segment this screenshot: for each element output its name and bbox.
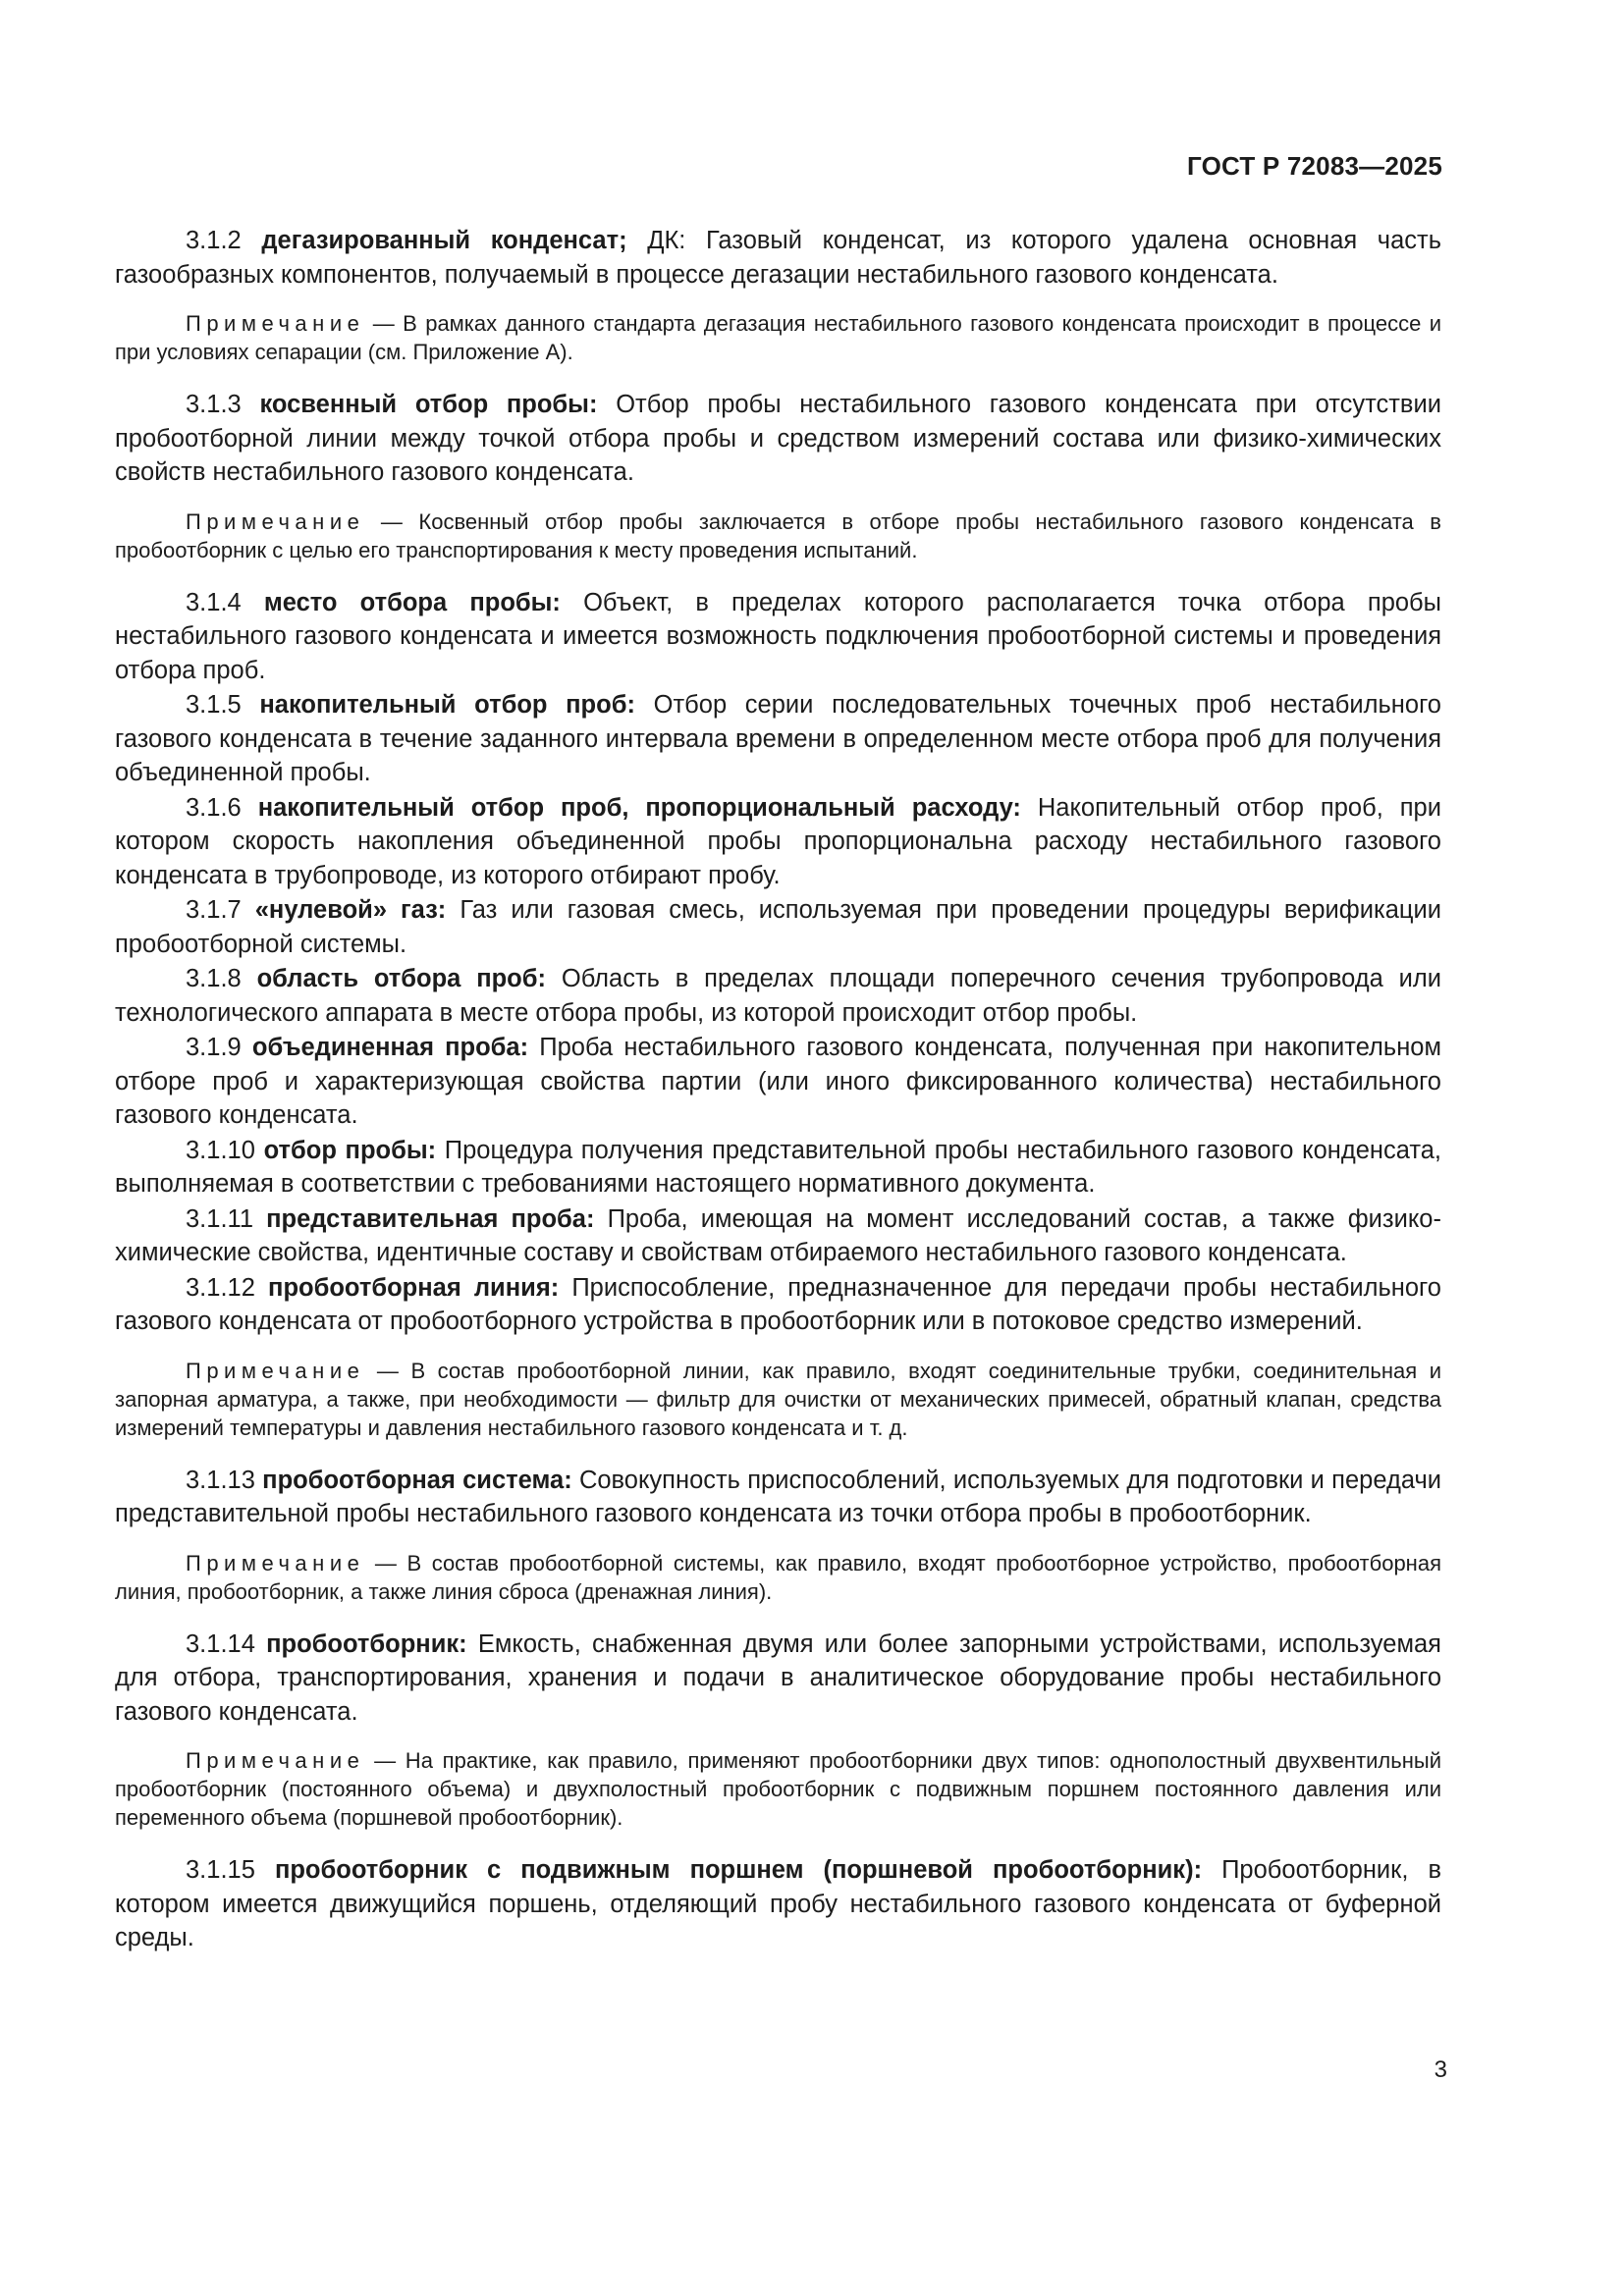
term-name: пробоотборная линия: xyxy=(268,1273,560,1302)
term-3-1-3 xyxy=(115,388,1441,490)
term-name: косвенный отбор пробы: xyxy=(259,391,598,418)
term-number: 3.1.5 xyxy=(186,691,242,719)
term-definition: Емкость, снабженная двумя или более запорными устройствами, используемая для отбора, транспортирования, хранения и подачи в аналитическое оборудование пробы нестабильного газового конденсата. xyxy=(115,1629,1441,1726)
term-3-1-6 xyxy=(115,791,1441,893)
term-name: место отбора пробы: xyxy=(263,588,561,616)
term-definition: Область в пределах площади поперечного сечения трубопровода или технологического аппарата в месте отбора пробы, из которой происходит отбор пробы. xyxy=(115,965,1442,1027)
term-number: 3.1.6 xyxy=(186,793,242,822)
term-name: область отбора проб: xyxy=(256,965,546,992)
term-definition: Отбор серии последовательных точечных проб нестабильного газового конденсата в течение заданного интервала времени в определенном месте отбора проб для получения объединенной пробы. xyxy=(115,691,1441,786)
term-3-1-9 xyxy=(115,1031,1441,1133)
term-number: 3.1.11 xyxy=(186,1204,254,1233)
note-3-1-12 xyxy=(115,1357,1441,1442)
note-text: — В состав пробоотборной линии, как правило, входят соединительные трубки, соединительная и запорная арматура, а также, при необходимости — фильтр для очистки от механических примесей, обратный клапан, средства измерений температуры и давления нестабильного газового конденсата и т. д. xyxy=(115,1358,1441,1440)
term-name: накопительный отбор проб: xyxy=(259,691,635,719)
page-number: 3 xyxy=(1434,2056,1447,2083)
term-name: отбор пробы: xyxy=(263,1136,437,1164)
term-number: 3.1.15 xyxy=(186,1856,255,1884)
term-definition: Процедура получения представительной пробы нестабильного газового конденсата, выполняемая в соответствии с требованиями настоящего нормативного документа. xyxy=(115,1136,1442,1198)
term-number: 3.1.7 xyxy=(186,896,242,924)
term-3-1-14 xyxy=(115,1628,1441,1730)
term-number: 3.1.14 xyxy=(186,1629,255,1658)
term-definition: Объект, в пределах которого располагается точка отбора пробы нестабильного газового конденсата и имеется возможность подключения пробоотборной системы и проведения отбора проб. xyxy=(115,588,1441,684)
term-number: 3.1.13 xyxy=(186,1466,255,1494)
term-3-1-11 xyxy=(115,1202,1441,1270)
term-3-1-2 xyxy=(115,224,1441,292)
term-3-1-15 xyxy=(115,1853,1441,1955)
note-label: Примечание xyxy=(186,1748,365,1773)
term-number: 3.1.9 xyxy=(186,1034,242,1061)
term-3-1-13 xyxy=(115,1464,1441,1531)
term-definition: Пробоотборник, в котором имеется движущийся поршень, отделяющий пробу нестабильного газового конденсата от буферной среды. xyxy=(115,1856,1441,1951)
term-definition: Отбор пробы нестабильного газового конденсата при отсутствии пробоотборной линии между точкой отбора пробы и средством измерений состава или физико-химических свойств нестабильного газового конденсата. xyxy=(115,391,1441,486)
term-number: 3.1.8 xyxy=(186,965,242,992)
term-number: 3.1.3 xyxy=(186,391,242,418)
note-text: — В рамках данного стандарта дегазация нестабильного газового конденсата происходит в процессе и при условиях сепарации (см. Приложение А). xyxy=(115,311,1441,364)
term-number: 3.1.10 xyxy=(186,1136,255,1164)
note-label: Примечание xyxy=(186,1550,365,1575)
term-3-1-8 xyxy=(115,962,1441,1030)
document-header: ГОСТ Р 72083—2025 xyxy=(1187,151,1442,181)
note-3-1-13 xyxy=(115,1549,1441,1606)
note-text: — Косвенный отбор пробы заключается в отборе пробы нестабильного газового конденсата в пробоотборник с целью его транспортирования к месту проведения испытаний. xyxy=(115,508,1441,562)
term-definition: Приспособление, предназначенное для передачи пробы нестабильного газового конденсата от пробоотборного устройства в пробоотборник или в потоковое средство измерений. xyxy=(115,1273,1441,1335)
note-label: Примечание xyxy=(186,508,365,534)
term-definition: Накопительный отбор проб, при котором скорость накопления объединенной пробы пропорциональна расходу нестабильного газового конденсата в трубопроводе, из которого отбирают пробу. xyxy=(115,793,1441,889)
term-definition: Газ или газовая смесь, используемая при проведении процедуры верификации пробоотборной системы. xyxy=(115,896,1442,958)
term-definition: Совокупность приспособлений, используемых для подготовки и передачи представительной пробы нестабильного газового конденсата из точки отбора пробы в пробоотборник. xyxy=(115,1466,1441,1527)
term-name: пробоотборник с подвижным поршнем (поршневой пробоотборник): xyxy=(274,1856,1203,1884)
term-3-1-10 xyxy=(115,1134,1441,1201)
note-text: — В состав пробоотборной системы, как правило, входят пробоотборное устройство, пробоотборная линия, пробоотборник, а также линия сброса (дренажная линия). xyxy=(115,1550,1441,1604)
note-text: — На практике, как правило, применяют пробоотборники двух типов: однополостный двухвентильный пробоотборник (постоянного объема) и двухполостный пробоотборник с подвижным поршнем постоянного давления или переменного объема (поршневой пробоотборник). xyxy=(115,1748,1441,1830)
term-name: дегазированный конденсат; xyxy=(261,227,627,254)
term-name: пробоотборник: xyxy=(266,1629,467,1658)
term-3-1-4 xyxy=(115,586,1441,688)
note-label: Примечание xyxy=(186,311,365,336)
document-body xyxy=(115,224,1441,1956)
term-definition: ДК: Газовый конденсат, из которого удалена основная часть газообразных компонентов, получаемый в процессе дегазации нестабильного газового конденсата. xyxy=(115,227,1441,289)
term-3-1-5 xyxy=(115,688,1441,790)
note-3-1-2 xyxy=(115,309,1441,366)
term-definition: Проба, имеющая на момент исследований состав, а также физико-химические свойства, идентичные составу и свойствам отбираемого нестабильного газового конденсата. xyxy=(115,1204,1441,1266)
term-name: представительная проба: xyxy=(266,1204,595,1233)
term-3-1-7 xyxy=(115,893,1441,961)
note-3-1-14 xyxy=(115,1746,1441,1832)
term-definition: Проба нестабильного газового конденсата, полученная при накопительном отборе проб и характеризующая свойства партии (или иного фиксированного количества) нестабильного газового конденсата. xyxy=(115,1034,1441,1129)
term-number: 3.1.12 xyxy=(186,1273,255,1302)
term-name: объединенная проба: xyxy=(251,1034,529,1061)
term-number: 3.1.2 xyxy=(186,227,242,254)
term-number: 3.1.4 xyxy=(186,588,242,616)
note-3-1-3 xyxy=(115,507,1441,564)
term-name: накопительный отбор проб, пропорциональный расходу: xyxy=(257,793,1021,822)
note-label: Примечание xyxy=(186,1358,365,1383)
term-name: «нулевой» газ: xyxy=(254,896,447,924)
term-name: пробоотборная система: xyxy=(262,1466,572,1494)
term-3-1-12 xyxy=(115,1271,1441,1339)
